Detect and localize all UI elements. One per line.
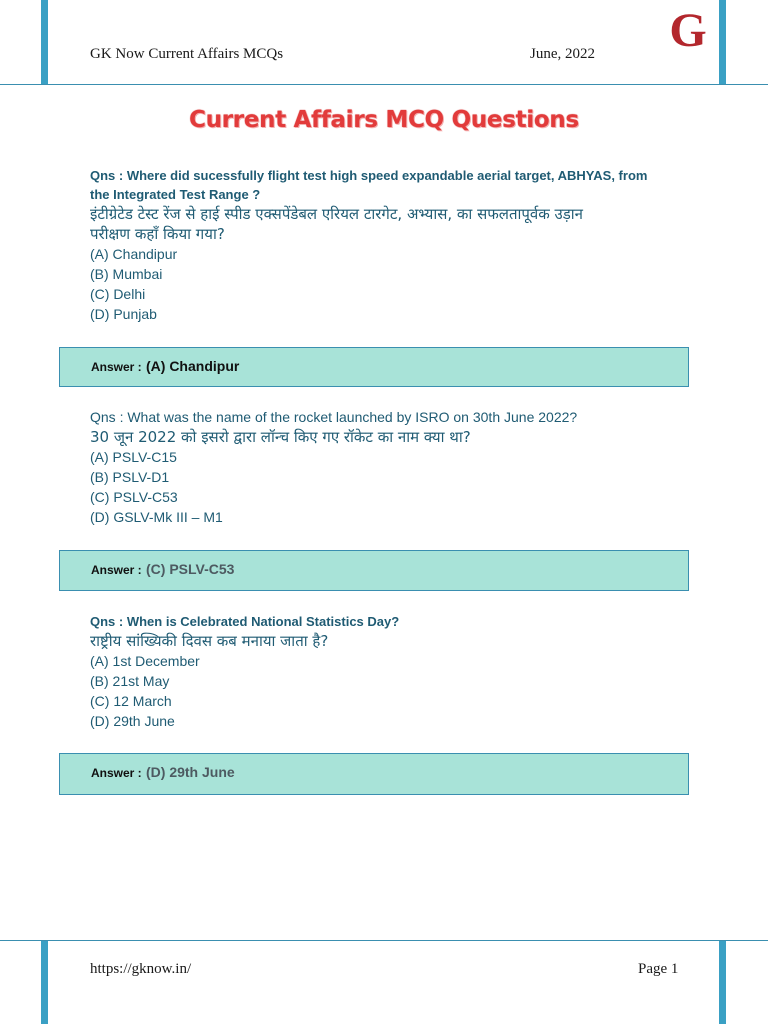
question-1 <box>90 166 670 324</box>
answer-1-label: Answer : <box>91 360 142 374</box>
question-1-text: Qns : Where did sucessfully flight test high speed expandable aerial target, ABHYAS, from <box>90 168 648 183</box>
question-3-option-b: (B) 21st May <box>90 673 170 689</box>
header-divider <box>0 84 768 85</box>
question-2 <box>90 408 670 527</box>
question-3-option-a: (A) 1st December <box>90 653 200 669</box>
question-2-text: Qns : What was the name of the rocket launched by ISRO on 30th June 2022? <box>90 409 578 425</box>
question-3 <box>90 612 670 731</box>
footer-divider <box>0 940 768 941</box>
header-left-accent-bar <box>41 0 48 84</box>
header-right-accent-bar <box>719 0 726 84</box>
answer-box-2 <box>59 550 689 591</box>
question-1-option-a: (A) Chandipur <box>90 246 178 262</box>
page-title: Current Affairs MCQ Questions <box>189 107 579 133</box>
footer-url: https://gknow.in/ <box>90 961 192 977</box>
answer-2-label: Answer : <box>91 563 142 577</box>
question-1-hindi: इंटीग्रेटेड टेस्ट रेंज से हाई स्पीड एक्सपेंडेबल एरियल टारगेट, अभ्यास, का सफलतापूर्वक उड़ान <box>90 205 583 223</box>
question-2-option-c: (C) PSLV-C53 <box>90 489 178 505</box>
question-1-option-c: (C) Delhi <box>90 286 146 302</box>
question-1-hindi-cont: परीक्षण कहाँ किया गया? <box>90 225 225 243</box>
question-3-hindi: राष्ट्रीय सांख्यिकी दिवस कब मनाया जाता है? <box>90 632 329 650</box>
page-number: Page 1 <box>638 961 679 977</box>
answer-1-value: (A) Chandipur <box>146 358 240 374</box>
footer-right-accent-bar <box>719 941 726 1024</box>
question-2-option-b: (B) PSLV-D1 <box>90 469 170 485</box>
answer-box-3 <box>59 753 689 795</box>
answer-2-value: (C) PSLV-C53 <box>146 561 235 577</box>
question-1-text-cont: the Integrated Test Range ? <box>90 187 261 202</box>
answer-box-1 <box>59 347 689 387</box>
question-2-hindi: 30 जून 2022 को इसरो द्वारा लॉन्च किए गए रॉकेट का नाम क्या था? <box>90 428 471 446</box>
question-3-text: Qns : When is Celebrated National Statistics Day? <box>90 614 400 629</box>
question-1-option-b: (B) Mumbai <box>90 266 163 282</box>
question-1-option-d: (D) Punjab <box>90 306 157 322</box>
answer-3-label: Answer : <box>91 766 142 780</box>
footer-left-accent-bar <box>41 941 48 1024</box>
question-3-option-d: (D) 29th June <box>90 713 175 729</box>
gknow-logo: G <box>669 4 705 57</box>
header-left-text: GK Now Current Affairs MCQs <box>90 46 284 62</box>
answer-3-value: (D) 29th June <box>146 764 235 780</box>
header-date: June, 2022 <box>530 46 595 62</box>
question-2-option-d: (D) GSLV-Mk III – M1 <box>90 509 223 525</box>
question-3-option-c: (C) 12 March <box>90 693 172 709</box>
question-2-option-a: (A) PSLV-C15 <box>90 449 177 465</box>
